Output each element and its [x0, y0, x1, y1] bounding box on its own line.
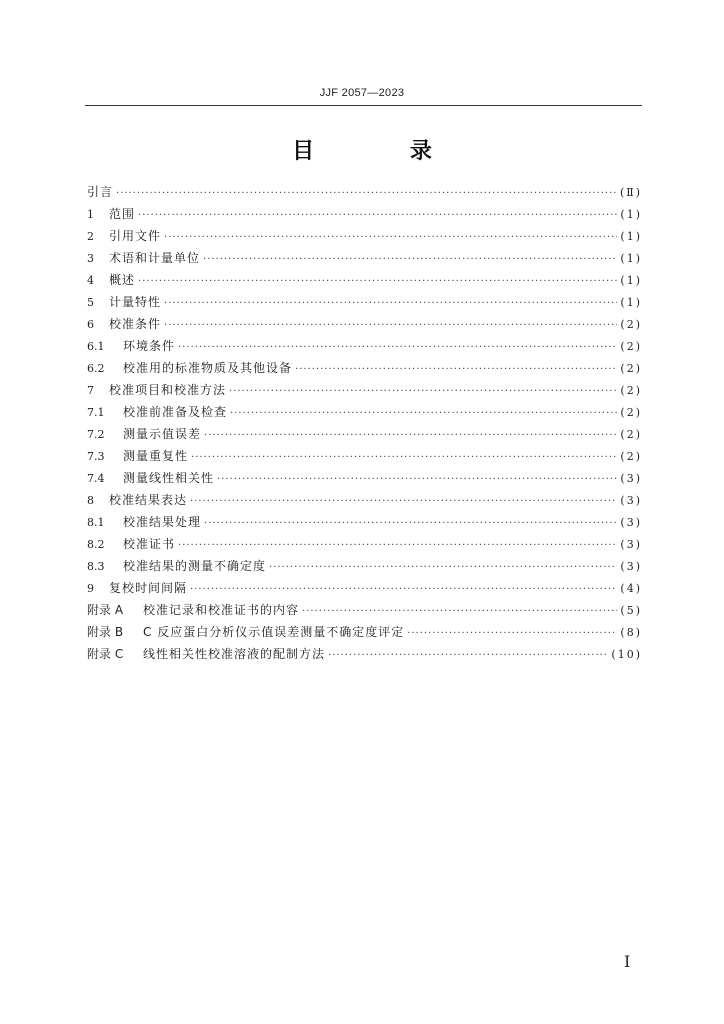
toc-dot-leader: [164, 315, 617, 337]
toc-entry[interactable]: [87, 599, 642, 621]
toc-entry-title: 测量示值误差: [123, 427, 202, 441]
toc-entry[interactable]: [87, 357, 642, 379]
toc-dot-leader: [190, 491, 617, 513]
toc-entry-page: (2): [620, 406, 642, 419]
toc-entry-title: 引用文件: [109, 229, 162, 243]
toc-entry-number: 8.2: [87, 538, 105, 551]
toc-entry-title: 范围: [109, 207, 136, 221]
toc-entry-page: (1): [620, 230, 642, 243]
toc-entry-title: 环境条件: [123, 339, 176, 353]
toc-entry-page: (8): [620, 626, 642, 639]
toc-entry[interactable]: [87, 445, 642, 467]
toc-entry-number: 7.3: [87, 450, 105, 463]
toc-entry-title: 校准结果的测量不确定度: [123, 559, 267, 573]
toc-entry-number: 7.2: [87, 428, 105, 441]
toc-entry-title: 校准结果表达: [109, 493, 188, 507]
toc-entry[interactable]: [87, 269, 642, 291]
toc-entry-page: (10): [611, 648, 642, 661]
toc-entry-number: 附录 A: [87, 603, 124, 617]
toc-dot-leader: [407, 623, 617, 645]
toc-entry[interactable]: [87, 379, 642, 401]
toc-entry[interactable]: [87, 247, 642, 269]
toc-entry-page: (1): [620, 274, 642, 287]
toc-entry-title: 校准项目和校准方法: [109, 383, 227, 397]
toc-entry[interactable]: [87, 467, 642, 489]
toc-entry-number: 7.1: [87, 406, 105, 419]
toc-dot-leader: [328, 645, 608, 667]
toc-entry-page: (3): [620, 472, 642, 485]
toc-entry-title: 校准用的标准物质及其他设备: [123, 361, 293, 375]
toc-entry-number: 9: [87, 582, 94, 595]
toc-entry-page: (2): [620, 340, 642, 353]
toc-entry-number: 6.2: [87, 362, 105, 375]
toc-dot-leader: [191, 447, 617, 469]
toc-entry-title: 概述: [109, 273, 136, 287]
toc-entry-number: 8.3: [87, 560, 105, 573]
toc-entry-page: (1): [620, 208, 642, 221]
toc-entry-page: (2): [620, 318, 642, 331]
toc-entry-title: 计量特性: [109, 295, 162, 309]
toc-entry-number: 8: [87, 494, 94, 507]
toc-entry[interactable]: [87, 313, 642, 335]
toc-dot-leader: [229, 381, 617, 403]
toc-entry[interactable]: [87, 643, 642, 665]
toc-entry[interactable]: [87, 225, 642, 247]
toc-entry-number: 附录 C: [87, 647, 124, 661]
toc-entry-page: (2): [620, 428, 642, 441]
toc-entry[interactable]: [87, 335, 642, 357]
toc-dot-leader: [178, 535, 617, 557]
toc-entry-page: (4): [620, 582, 642, 595]
toc-dot-leader: [269, 557, 617, 579]
toc-entry-page: (2): [620, 384, 642, 397]
toc-entry-title: 线性相关性校准溶液的配制方法: [143, 647, 326, 661]
toc-dot-leader: [230, 403, 617, 425]
toc-dot-leader: [164, 227, 617, 249]
toc-dot-leader: [217, 469, 617, 491]
toc-entry-page: (3): [620, 494, 642, 507]
toc-entry-number: 5: [87, 296, 94, 309]
toc-entry-title: 校准结果处理: [123, 515, 202, 529]
toc-entry-page: (3): [620, 538, 642, 551]
toc-entry[interactable]: [87, 577, 642, 599]
toc-entry[interactable]: [87, 489, 642, 511]
header-rule: [85, 105, 642, 106]
toc-entry[interactable]: [87, 423, 642, 445]
toc-entry-title: 测量重复性: [123, 449, 189, 463]
toc-entry-page: (1): [620, 296, 642, 309]
toc-entry-page: (2): [620, 450, 642, 463]
page-title: 目 录: [292, 139, 476, 164]
toc-dot-leader: [204, 513, 617, 535]
toc-entry-page: (2): [620, 362, 642, 375]
toc-entry-number: 4: [87, 274, 94, 287]
toc-entry-number: 附录 B: [87, 625, 124, 639]
toc-entry-number: 6.1: [87, 340, 105, 353]
toc-entry[interactable]: [87, 291, 642, 313]
toc-entry-page: (5): [620, 604, 642, 617]
toc-dot-leader: [178, 337, 617, 359]
toc-dot-leader: [204, 425, 617, 447]
toc-entry-page: (3): [620, 560, 642, 573]
toc-entry[interactable]: [87, 621, 642, 643]
toc-entry-page: (1): [620, 252, 642, 265]
toc-entry[interactable]: [87, 401, 642, 423]
toc-entry[interactable]: [87, 533, 642, 555]
toc-entry-number: 3: [87, 252, 94, 265]
toc-entry-title: 复校时间间隔: [109, 581, 188, 595]
toc-entry[interactable]: [87, 181, 642, 203]
toc-entry-number: 2: [87, 230, 94, 243]
toc-dot-leader: [116, 183, 617, 205]
toc-dot-leader: [302, 601, 617, 623]
toc-entry[interactable]: [87, 511, 642, 533]
toc-entry-page: (Ⅱ): [619, 186, 642, 199]
toc-dot-leader: [164, 293, 617, 315]
toc-entry[interactable]: [87, 203, 642, 225]
toc-entry-title: 术语和计量单位: [109, 251, 201, 265]
toc-entry[interactable]: [87, 555, 642, 577]
toc-entry-page: (3): [620, 516, 642, 529]
toc-entry-title: 测量线性相关性: [123, 471, 215, 485]
toc-entry-number: 1: [87, 208, 94, 221]
toc-dot-leader: [295, 359, 617, 381]
toc-entry-title: 校准记录和校准证书的内容: [143, 603, 300, 617]
toc-entry-title: 校准证书: [123, 537, 176, 551]
table-of-contents: [87, 181, 642, 665]
toc-dot-leader: [203, 249, 617, 271]
toc-entry-number: 7: [87, 384, 94, 397]
toc-dot-leader: [190, 579, 617, 601]
toc-entry-title: 校准条件: [109, 317, 162, 331]
document-code-header: JJF 2057—2023: [319, 87, 405, 99]
toc-entry-number: 8.1: [87, 516, 105, 529]
toc-dot-leader: [138, 205, 617, 227]
toc-entry-title: C 反应蛋白分析仪示值误差测量不确定度评定: [143, 625, 405, 639]
toc-entry-number: 6: [87, 318, 94, 331]
toc-entry-title: 校准前准备及检查: [123, 405, 228, 419]
toc-dot-leader: [138, 271, 617, 293]
page-number: Ⅰ: [624, 952, 631, 971]
toc-entry-number: 7.4: [87, 472, 105, 485]
toc-entry-title: 引言: [87, 185, 114, 199]
